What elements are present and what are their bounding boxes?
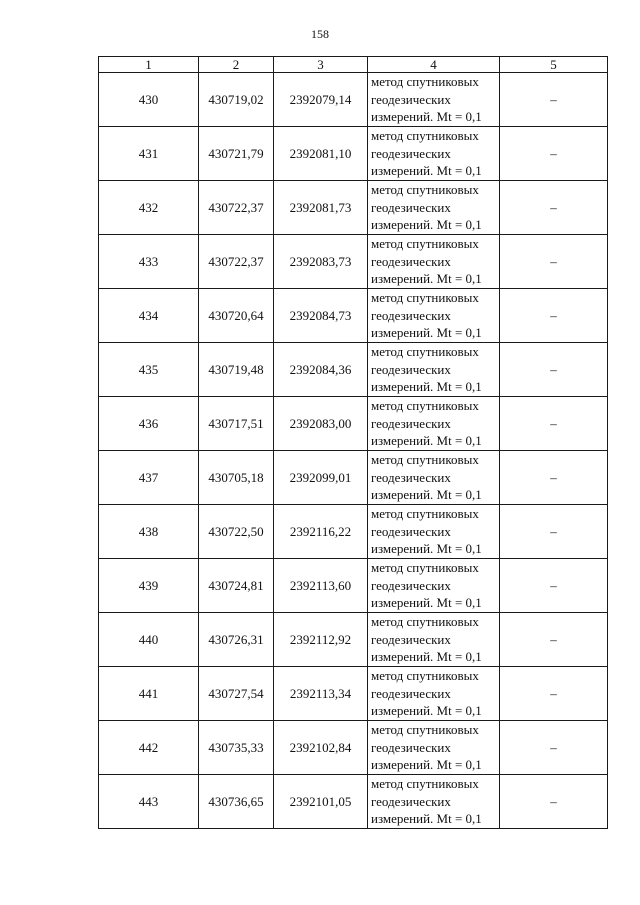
- point-number-cell: 432: [99, 181, 199, 235]
- x-coordinate-cell: 430735,33: [199, 721, 274, 775]
- note-cell: –: [500, 451, 608, 505]
- method-line: метод спутниковых: [371, 182, 479, 198]
- method-line: геодезических: [371, 307, 451, 323]
- method-line: геодезических: [371, 577, 451, 593]
- point-number-cell: 435: [99, 343, 199, 397]
- method-line: геодезических: [371, 685, 451, 701]
- note-cell: –: [500, 127, 608, 181]
- x-coordinate-cell: 430720,64: [199, 289, 274, 343]
- note-cell: –: [500, 397, 608, 451]
- point-number-cell: 436: [99, 397, 199, 451]
- y-coordinate-cell: 2392113,60: [274, 559, 368, 613]
- table-row: [99, 451, 608, 505]
- column-header-3: 3: [274, 57, 368, 73]
- table-header-row: [99, 57, 608, 73]
- point-number-cell: 440: [99, 613, 199, 667]
- method-cell: [368, 181, 500, 235]
- method-line: измерений. Mt = 0,1: [371, 487, 482, 503]
- method-cell: [368, 343, 500, 397]
- method-line: геодезических: [371, 631, 451, 647]
- note-cell: –: [500, 613, 608, 667]
- method-line: измерений. Mt = 0,1: [371, 541, 482, 557]
- x-coordinate-cell: 430724,81: [199, 559, 274, 613]
- y-coordinate-cell: 2392084,36: [274, 343, 368, 397]
- table-row: [99, 181, 608, 235]
- method-line: метод спутниковых: [371, 668, 479, 684]
- method-line: метод спутниковых: [371, 344, 479, 360]
- x-coordinate-cell: 430722,37: [199, 235, 274, 289]
- column-header-5: 5: [500, 57, 608, 73]
- method-line: измерений. Mt = 0,1: [371, 217, 482, 233]
- method-cell: [368, 667, 500, 721]
- method-line: геодезических: [371, 199, 451, 215]
- point-number-cell: 430: [99, 73, 199, 127]
- method-cell: [368, 559, 500, 613]
- point-number-cell: 434: [99, 289, 199, 343]
- note-cell: –: [500, 343, 608, 397]
- point-number-cell: 439: [99, 559, 199, 613]
- method-line: измерений. Mt = 0,1: [371, 163, 482, 179]
- method-cell: [368, 289, 500, 343]
- method-line: геодезических: [371, 793, 451, 809]
- method-cell: [368, 235, 500, 289]
- column-header-4: 4: [368, 57, 500, 73]
- table-body: [99, 73, 608, 829]
- method-line: измерений. Mt = 0,1: [371, 649, 482, 665]
- column-header-1: 1: [99, 57, 199, 73]
- method-line: метод спутниковых: [371, 452, 479, 468]
- method-line: геодезических: [371, 415, 451, 431]
- note-cell: –: [500, 721, 608, 775]
- method-line: измерений. Mt = 0,1: [371, 703, 482, 719]
- method-line: измерений. Mt = 0,1: [371, 595, 482, 611]
- x-coordinate-cell: 430736,65: [199, 775, 274, 829]
- x-coordinate-cell: 430727,54: [199, 667, 274, 721]
- method-line: метод спутниковых: [371, 290, 479, 306]
- method-line: геодезических: [371, 253, 451, 269]
- table-row: [99, 559, 608, 613]
- method-line: геодезических: [371, 91, 451, 107]
- y-coordinate-cell: 2392101,05: [274, 775, 368, 829]
- method-line: метод спутниковых: [371, 776, 479, 792]
- method-line: геодезических: [371, 145, 451, 161]
- method-line: геодезических: [371, 469, 451, 485]
- method-line: измерений. Mt = 0,1: [371, 379, 482, 395]
- method-cell: [368, 721, 500, 775]
- method-line: метод спутниковых: [371, 128, 479, 144]
- method-line: метод спутниковых: [371, 506, 479, 522]
- table-row: [99, 667, 608, 721]
- x-coordinate-cell: 430717,51: [199, 397, 274, 451]
- method-cell: [368, 505, 500, 559]
- x-coordinate-cell: 430722,50: [199, 505, 274, 559]
- table-row: [99, 721, 608, 775]
- note-cell: –: [500, 289, 608, 343]
- point-number-cell: 443: [99, 775, 199, 829]
- method-cell: [368, 73, 500, 127]
- point-number-cell: 442: [99, 721, 199, 775]
- method-line: измерений. Mt = 0,1: [371, 757, 482, 773]
- table-row: [99, 343, 608, 397]
- table-row: [99, 235, 608, 289]
- x-coordinate-cell: 430722,37: [199, 181, 274, 235]
- method-cell: [368, 451, 500, 505]
- point-number-cell: 441: [99, 667, 199, 721]
- method-line: измерений. Mt = 0,1: [371, 325, 482, 341]
- table-row: [99, 289, 608, 343]
- method-line: метод спутниковых: [371, 722, 479, 738]
- y-coordinate-cell: 2392116,22: [274, 505, 368, 559]
- x-coordinate-cell: 430721,79: [199, 127, 274, 181]
- method-line: метод спутниковых: [371, 74, 479, 90]
- note-cell: –: [500, 181, 608, 235]
- method-line: метод спутниковых: [371, 560, 479, 576]
- table-row: [99, 127, 608, 181]
- table-row: [99, 613, 608, 667]
- note-cell: –: [500, 775, 608, 829]
- table-row: [99, 505, 608, 559]
- method-line: геодезических: [371, 523, 451, 539]
- method-line: метод спутниковых: [371, 614, 479, 630]
- table-row: [99, 73, 608, 127]
- point-number-cell: 438: [99, 505, 199, 559]
- y-coordinate-cell: 2392113,34: [274, 667, 368, 721]
- table-row: [99, 397, 608, 451]
- method-cell: [368, 397, 500, 451]
- method-line: метод спутниковых: [371, 398, 479, 414]
- method-line: геодезических: [371, 739, 451, 755]
- note-cell: –: [500, 559, 608, 613]
- y-coordinate-cell: 2392112,92: [274, 613, 368, 667]
- point-number-cell: 437: [99, 451, 199, 505]
- method-cell: [368, 775, 500, 829]
- page-number: 158: [311, 27, 329, 41]
- y-coordinate-cell: 2392081,10: [274, 127, 368, 181]
- y-coordinate-cell: 2392084,73: [274, 289, 368, 343]
- x-coordinate-cell: 430705,18: [199, 451, 274, 505]
- point-number-cell: 431: [99, 127, 199, 181]
- coordinates-table: [98, 56, 608, 829]
- x-coordinate-cell: 430719,48: [199, 343, 274, 397]
- method-line: измерений. Mt = 0,1: [371, 109, 482, 125]
- method-line: геодезических: [371, 361, 451, 377]
- note-cell: –: [500, 505, 608, 559]
- table-row: [99, 775, 608, 829]
- method-line: метод спутниковых: [371, 236, 479, 252]
- method-line: измерений. Mt = 0,1: [371, 811, 482, 827]
- y-coordinate-cell: 2392079,14: [274, 73, 368, 127]
- method-cell: [368, 127, 500, 181]
- method-cell: [368, 613, 500, 667]
- method-line: измерений. Mt = 0,1: [371, 433, 482, 449]
- y-coordinate-cell: 2392083,00: [274, 397, 368, 451]
- y-coordinate-cell: 2392081,73: [274, 181, 368, 235]
- column-header-2: 2: [199, 57, 274, 73]
- y-coordinate-cell: 2392083,73: [274, 235, 368, 289]
- y-coordinate-cell: 2392099,01: [274, 451, 368, 505]
- note-cell: –: [500, 73, 608, 127]
- x-coordinate-cell: 430726,31: [199, 613, 274, 667]
- method-line: измерений. Mt = 0,1: [371, 271, 482, 287]
- point-number-cell: 433: [99, 235, 199, 289]
- x-coordinate-cell: 430719,02: [199, 73, 274, 127]
- note-cell: –: [500, 667, 608, 721]
- note-cell: –: [500, 235, 608, 289]
- y-coordinate-cell: 2392102,84: [274, 721, 368, 775]
